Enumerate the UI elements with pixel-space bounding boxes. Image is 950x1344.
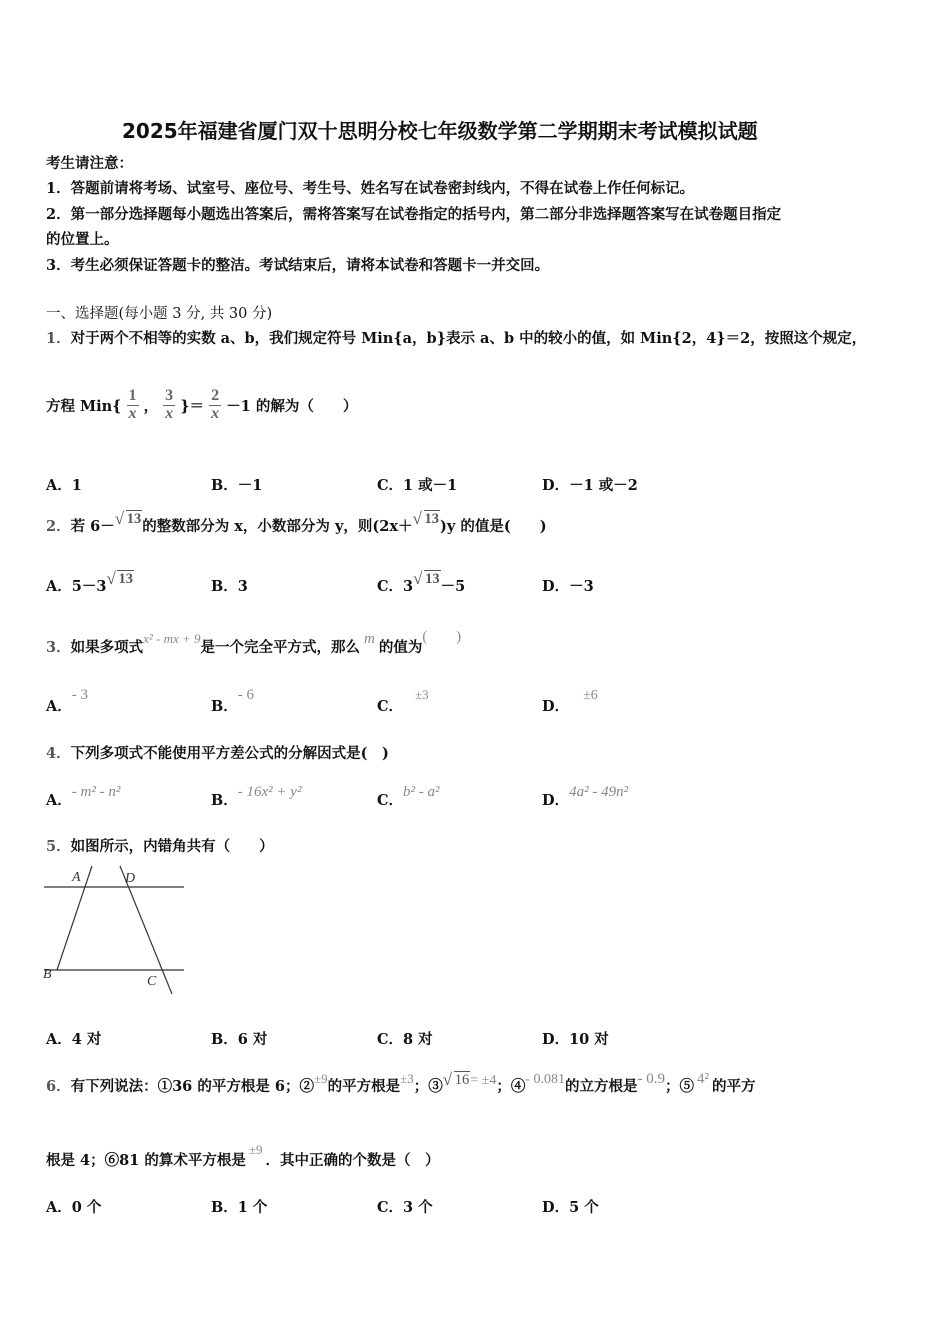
q3-option-b[interactable]: B．- 6 (211, 687, 255, 715)
q3-variable-m: m (364, 631, 375, 647)
q6-sqrt-16: √ 16 (443, 1072, 471, 1089)
q1-line1 (46, 327, 866, 348)
label-c: C (147, 974, 157, 989)
q2-option-a[interactable]: A．5－3√ 13 (46, 575, 134, 596)
q1-text: 对于两个不相等的实数 a、b，我们规定符号 Min{a，b}表示 a、b 中的较小的值，如 Min{2，4}＝2，按照这个规定， (70, 330, 867, 347)
q5-text: 如图所示，内错角共有（ ） (70, 838, 274, 855)
q1-option-d[interactable]: D．－1 或－2 (542, 477, 638, 494)
q2-line (46, 511, 547, 536)
q5-option-b[interactable]: B．6 对 (211, 1031, 268, 1048)
q1-eq-pre: 方程 Min{ (46, 397, 122, 415)
q6-text-a: 有下列说法：①36 的平方根是 6；② (70, 1078, 314, 1095)
q6-text-b: 的平方根是 (327, 1078, 401, 1095)
q2-number: 2． (46, 518, 71, 535)
q3-paren: ( ) (422, 629, 462, 645)
q6-plus-minus-3: ±3 (400, 1071, 414, 1086)
q1-eq-sign: }＝ (180, 397, 205, 415)
q2-option-b[interactable]: B．3 (211, 578, 248, 595)
label-d: D (125, 871, 136, 886)
q6-option-c[interactable]: C．3 个 (377, 1199, 433, 1216)
q2-text-a: 若 6－ (70, 518, 115, 535)
q6-plus-minus-9-b: ±9 (248, 1142, 263, 1157)
q1-eq-post: －1 的解为（ ） (226, 397, 358, 415)
q6-line2 (46, 1142, 440, 1170)
q1-fraction-2: $\frac{3}{x}$ (165, 387, 174, 422)
parallel-lines-figure (40, 862, 190, 998)
q6-option-b[interactable]: B．1 个 (211, 1199, 268, 1216)
q2-text-c: )y 的值是( ) (440, 518, 547, 535)
notice-item-3: 3．考生必须保证答题卡的整洁。考试结束后，请将本试卷和答题卡一并交回。 (46, 257, 550, 274)
q6-text-c: ；③ (413, 1078, 443, 1095)
q5-line (46, 835, 274, 856)
q3-option-d[interactable]: D．±6 (542, 688, 598, 715)
q6-text-f: ；⑤ (665, 1078, 695, 1095)
q3-number: 3． (46, 639, 71, 656)
q6-equals-pm4: = ±4 (470, 1073, 497, 1088)
q4-option-d[interactable]: D．4a² - 49n² (542, 784, 629, 809)
q1-fraction-1: $\frac{1}{x}$ (128, 387, 137, 422)
q4-option-a[interactable]: A．- m² - n² (46, 784, 121, 809)
q3-text-b: 是一个完全平方式，那么 (200, 639, 361, 656)
q2-sqrt-2: √ 13 (413, 511, 441, 528)
q4-option-c[interactable]: C．b² - a² (377, 784, 440, 809)
q3-text-c: 的值为 (378, 639, 423, 656)
q6-text-e: 的立方根是 (565, 1078, 638, 1095)
q3-line (46, 629, 462, 657)
q4-line (46, 742, 389, 763)
q2-option-c[interactable]: C．3√ 13－5 (377, 575, 465, 596)
q6-text-line2b: ．其中正确的个数是（ ） (265, 1152, 440, 1169)
q1-comma: ， (143, 397, 159, 415)
q6-text-line2a: 根是 4；⑥81 的算术平方根是 (46, 1152, 246, 1169)
q6-text-d: ；④ (496, 1078, 526, 1095)
q3-option-a[interactable]: A．- 3 (46, 687, 89, 715)
q2-text-b: 的整数部分为 x，小数部分为 y，则(2x＋ (142, 518, 413, 535)
q1-fraction-3: $\frac{2}{x}$ (211, 387, 220, 422)
notice-item-2: 2．第一部分选择题每小题选出答案后，需将答案写在试卷指定的括号内，第二部分非选择题答案写在试卷题目指定 (46, 206, 782, 223)
q1-option-a[interactable]: A．1 (46, 477, 82, 494)
notice-item-2-cont: 的位置上。 (46, 231, 119, 248)
q6-option-d[interactable]: D．5 个 (542, 1199, 599, 1216)
q1-option-b[interactable]: B．－1 (211, 477, 263, 494)
q5-option-a[interactable]: A．4 对 (46, 1031, 102, 1048)
q1-equation (46, 388, 357, 423)
q2-sqrt-1: √ 13 (115, 511, 143, 528)
q1-number: 1． (46, 330, 71, 347)
q5-option-d[interactable]: D．10 对 (542, 1031, 609, 1048)
page-title: 2025年福建省厦门双十思明分校七年级数学第二学期期末考试模拟试题 (122, 119, 758, 143)
q3-option-c[interactable]: C．±3 (377, 687, 429, 715)
q4-text: 下列多项式不能使用平方差公式的分解因式是( ) (70, 745, 389, 762)
label-a: A (72, 870, 81, 885)
q3-polynomial: x² - mx + 9 (143, 631, 201, 646)
q1-option-c[interactable]: C．1 或－1 (377, 477, 458, 494)
q4-option-b[interactable]: B．- 16x² + y² (211, 784, 302, 809)
q6-line1 (46, 1071, 756, 1096)
notice-heading: 考生请注意： (46, 155, 133, 172)
q2-option-d[interactable]: D．－3 (542, 578, 594, 595)
q6-four-squared: 4² (697, 1071, 710, 1087)
q6-text-g: 的平方 (712, 1078, 756, 1095)
q6-plus-minus-9: ±9 (313, 1071, 328, 1086)
q5-option-c[interactable]: C．8 对 (377, 1031, 433, 1048)
notice-item-1: 1．答题前请将考场、试室号、座位号、考生号、姓名写在试卷密封线内，不得在试卷上作任何标记。 (46, 180, 695, 197)
section-heading: 一、选择题(每小题 3 分, 共 30 分) (46, 306, 273, 322)
q5-number: 5． (46, 838, 71, 855)
q6-number: 6． (46, 1078, 71, 1095)
label-b: B (43, 967, 52, 982)
q3-text-a: 如果多项式 (70, 639, 144, 656)
q6-option-a[interactable]: A．0 个 (46, 1199, 102, 1216)
q6-neg-0081: - 0.081 (525, 1072, 566, 1087)
q4-number: 4． (46, 745, 71, 762)
q6-neg-09: - 0.9 (637, 1071, 666, 1087)
